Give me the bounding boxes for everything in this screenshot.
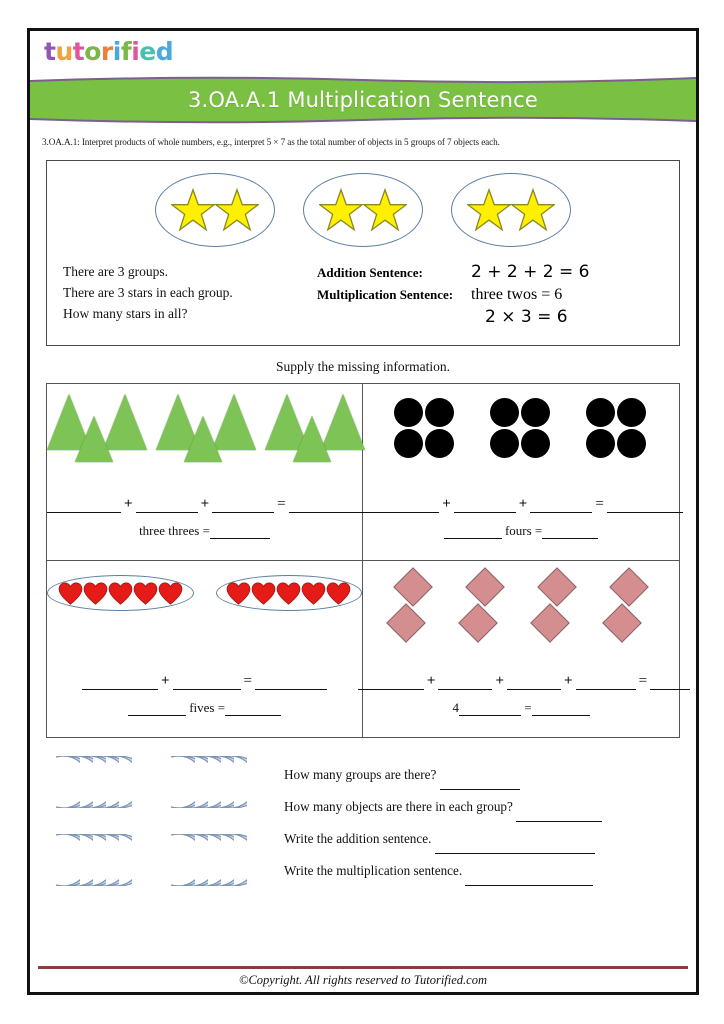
final-question-4-text: Write the multiplication sentence. <box>284 863 463 878</box>
heart-icon <box>301 582 326 605</box>
heart-icon <box>276 582 301 605</box>
logo-letter-0: t <box>44 37 56 66</box>
hearts-equation[interactable]: + = <box>47 673 362 690</box>
hearts-caption[interactable] <box>47 699 362 716</box>
example-line-2: There are 3 stars in each group. <box>63 285 233 300</box>
heart-icon <box>58 582 83 605</box>
circle-icon <box>394 398 423 427</box>
logo-letter-9: d <box>155 37 174 66</box>
triangle-icon <box>293 416 331 462</box>
dots-caption-text: fours = <box>504 523 543 538</box>
diamond-icon <box>386 603 426 643</box>
dot-group <box>586 398 648 459</box>
crescent-shape <box>98 756 132 813</box>
addition-sentence-label: Addition Sentence: <box>317 265 423 280</box>
brand-header <box>30 31 696 73</box>
crescent-icon <box>98 834 132 886</box>
logo-letter-6: f <box>120 37 132 66</box>
dot-group <box>490 398 552 459</box>
multiplication-sentence-row <box>317 284 589 306</box>
diamond-icon <box>530 603 570 643</box>
circle-icon <box>617 429 646 458</box>
multiplication-sentence-value-numeric: 2 × 3 = 6 <box>485 307 568 327</box>
circle-icon <box>521 429 550 458</box>
instruction-text: Supply the missing information. <box>276 359 450 374</box>
star-icon <box>511 188 555 232</box>
trees-equation[interactable]: + + = <box>47 496 362 513</box>
heart-icon <box>326 582 351 605</box>
logo-letter-1: u <box>55 37 73 66</box>
diamond-shape-group <box>363 561 679 645</box>
addition-sentence-value: 2 + 2 + 2 = 6 <box>471 262 590 282</box>
example-group-oval <box>303 173 423 247</box>
tutorified-logo[interactable] <box>44 39 173 64</box>
exercise-cell-trees[interactable] <box>47 384 363 560</box>
diamond-icon <box>537 567 577 607</box>
dot-group <box>394 398 456 459</box>
star-icon <box>215 188 259 232</box>
final-exercise-section <box>46 748 680 898</box>
standard-description: 3.OA.A.1: Interpret products of whole numbers, e.g., interpret 5 × 7 as the total number of objects in 5 groups of 7 objects each. <box>42 137 500 147</box>
diamond-group <box>452 569 518 645</box>
crescent-shape <box>213 756 247 813</box>
exercise-cell-hearts[interactable] <box>47 561 363 737</box>
star-icon <box>319 188 363 232</box>
triangle-icon <box>75 416 113 462</box>
heart-icon <box>251 582 276 605</box>
heart-icon <box>158 582 183 605</box>
dot-shape-group <box>363 384 679 459</box>
logo-letter-8: e <box>139 37 156 66</box>
page-footer <box>30 966 696 988</box>
worksheet-page <box>27 28 699 995</box>
diamonds-caption-eq: = <box>524 700 532 715</box>
circle-icon <box>425 429 454 458</box>
footer-divider <box>38 966 688 969</box>
diamond-icon <box>458 603 498 643</box>
example-line-1: There are 3 groups. <box>63 264 168 279</box>
diamond-icon <box>602 603 642 643</box>
crescent-group <box>46 756 146 808</box>
logo-letter-7: i <box>131 37 140 66</box>
trees-caption-text: three threes = <box>139 523 210 538</box>
logo-letter-4: r <box>100 37 113 66</box>
example-sentences <box>317 261 589 329</box>
circle-icon <box>490 429 519 458</box>
exercise-cell-diamonds[interactable] <box>363 561 679 737</box>
multiplication-sentence-row-2 <box>317 306 589 329</box>
dots-caption[interactable] <box>363 522 679 539</box>
exercise-row-top <box>47 384 679 561</box>
diamonds-caption-prefix: 4 <box>452 700 459 715</box>
heart-icon <box>83 582 108 605</box>
hearts-caption-text: fives = <box>189 700 226 715</box>
circle-icon <box>490 398 519 427</box>
star-icon <box>467 188 511 232</box>
circle-icon <box>586 429 615 458</box>
logo-letter-3: o <box>84 37 101 66</box>
crescent-icon <box>213 756 247 808</box>
example-question-text <box>63 261 233 324</box>
diamond-icon <box>609 567 649 607</box>
diamond-icon <box>465 567 505 607</box>
multiplication-sentence-label: Multiplication Sentence: <box>317 287 454 302</box>
crescent-group <box>46 834 146 886</box>
logo-letter-2: t <box>72 37 85 66</box>
star-icon <box>363 188 407 232</box>
exercise-grid <box>46 383 680 738</box>
star-icon <box>171 188 215 232</box>
title-banner <box>30 75 696 125</box>
diamonds-caption[interactable] <box>363 699 679 716</box>
logo-letter-5: i <box>112 37 121 66</box>
diamonds-equation[interactable]: + + + = <box>335 673 699 690</box>
page-title: 3.OA.A.1 Multiplication Sentence <box>187 88 539 112</box>
final-question-1[interactable] <box>284 758 680 790</box>
tree-shape-group <box>47 384 362 466</box>
circle-icon <box>521 398 550 427</box>
crescent-shape <box>98 834 132 891</box>
diamond-group <box>524 569 590 645</box>
heart-icon <box>133 582 158 605</box>
final-questions <box>276 748 680 898</box>
heart-group-oval <box>216 575 363 611</box>
dots-equation[interactable]: + + = <box>329 496 699 513</box>
circle-icon <box>617 398 646 427</box>
heart-icon <box>226 582 251 605</box>
diamond-group <box>380 569 446 645</box>
example-group-oval <box>155 173 275 247</box>
diamond-icon <box>393 567 433 607</box>
crescent-group <box>161 834 261 886</box>
diamond-group <box>596 569 662 645</box>
crescent-shape <box>213 834 247 891</box>
multiplication-sentence-value-words: three twos = 6 <box>471 286 563 303</box>
final-question-3-text: Write the addition sentence. <box>284 831 432 846</box>
exercise-row-bottom <box>47 561 679 737</box>
tree-group <box>265 394 362 466</box>
example-star-groups <box>47 161 679 247</box>
addition-sentence-row <box>317 261 589 284</box>
tree-group <box>47 394 144 466</box>
final-question-1-text: How many groups are there? <box>284 767 437 782</box>
final-question-3[interactable] <box>284 822 680 854</box>
heart-group-oval <box>47 575 194 611</box>
exercise-cell-dots[interactable] <box>363 384 679 560</box>
final-question-2[interactable] <box>284 790 680 822</box>
trees-caption[interactable] <box>47 522 362 539</box>
copyright-text: ©Copyright. All rights reserved to Tutorified.com <box>238 973 488 987</box>
circle-icon <box>425 398 454 427</box>
final-question-2-text: How many objects are there in each group? <box>284 799 513 814</box>
final-question-4[interactable] <box>284 854 680 886</box>
example-group-oval <box>451 173 571 247</box>
triangle-icon <box>184 416 222 462</box>
heart-icon <box>108 582 133 605</box>
crescent-icon <box>213 834 247 886</box>
crescent-shape-groups <box>46 748 276 898</box>
example-line-3: How many stars in all? <box>63 306 188 321</box>
tree-group <box>156 394 253 466</box>
heart-shape-group <box>47 561 362 611</box>
circle-icon <box>394 429 423 458</box>
crescent-icon <box>98 756 132 808</box>
crescent-group <box>161 756 261 808</box>
circle-icon <box>586 398 615 427</box>
example-box <box>46 160 680 346</box>
